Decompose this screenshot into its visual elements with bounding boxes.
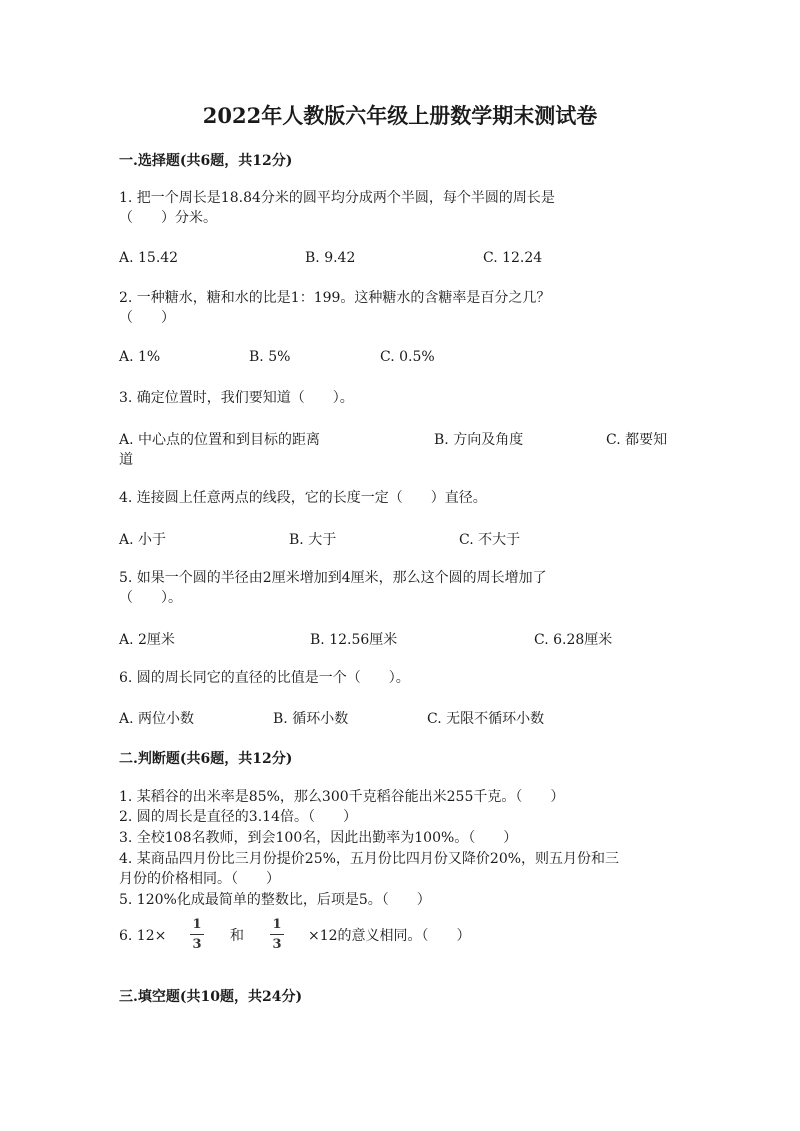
question-3-text: 3. 确定位置时，我们要知道（ ）。 <box>119 390 354 406</box>
section-heading-choice: 一.选择题(共6题，共12分) <box>119 153 293 169</box>
judge-item-1: 1. 某稻谷的出米率是85%，那么300千克稻谷能出米255千克。（ ） <box>119 789 565 805</box>
question-5-option-b: B. 12.56厘米 <box>310 632 398 648</box>
judge-item-4-cont: 月份的价格相同。（ ） <box>119 871 280 887</box>
fraction-denominator: 3 <box>192 937 202 952</box>
question-1-text-cont: （ ）分米。 <box>119 210 217 226</box>
question-6-option-b: B. 循环小数 <box>273 711 349 727</box>
question-4-option-b: B. 大于 <box>289 532 337 548</box>
question-4-option-c: C. 不大于 <box>459 532 521 548</box>
fraction-numerator: 1 <box>192 917 202 932</box>
question-2-option-c: C. 0.5% <box>380 349 435 365</box>
question-1-option-c: C. 12.24 <box>483 250 543 266</box>
question-3-option-c-wrap: 道 <box>119 452 133 468</box>
question-5-option-c: C. 6.28厘米 <box>534 632 613 648</box>
fraction-bar <box>270 934 284 935</box>
section-heading-fill: 三.填空题(共10题，共24分) <box>119 989 303 1005</box>
question-4-option-a: A. 小于 <box>119 532 167 548</box>
fraction-one-third <box>190 917 204 952</box>
question-3-option-b: B. 方向及角度 <box>434 432 524 448</box>
judge-item-4: 4. 某商品四月份比三月份提价25%，五月份比四月份又降价20%，则五月份和三 <box>119 851 620 867</box>
question-1-option-b: B. 9.42 <box>305 250 356 266</box>
fraction-one-third-second <box>270 917 284 952</box>
question-5-option-a: A. 2厘米 <box>119 632 175 648</box>
question-2-text-cont: （ ） <box>119 310 175 326</box>
question-3-option-c: C. 都要知 <box>606 432 668 448</box>
judge-item-5: 5. 120%化成最简单的整数比，后项是5。（ ） <box>119 892 431 908</box>
judge-item-2: 2. 圆的周长是直径的3.14倍。（ ） <box>119 809 357 825</box>
question-3-option-a: A. 中心点的位置和到目标的距离 <box>119 432 321 448</box>
question-5-text: 5. 如果一个圆的半径由2厘米增加到4厘米，那么这个圆的周长增加了 <box>119 570 547 586</box>
fraction-denominator: 3 <box>272 937 282 952</box>
judge-item-6-suffix: ×12的意义相同。（ ） <box>308 928 471 944</box>
question-6-option-a: A. 两位小数 <box>119 711 195 727</box>
judge-item-3: 3. 全校108名教师，到会100名，因此出勤率为100%。（ ） <box>119 830 518 846</box>
fraction-numerator: 1 <box>272 917 282 932</box>
page-title: 2022年人教版六年级上册数学期末测试卷 <box>202 103 598 128</box>
judge-item-6-prefix: 6. 12× <box>119 928 167 944</box>
question-6-text: 6. 圆的周长同它的直径的比值是一个（ ）。 <box>119 670 410 686</box>
question-4-text: 4. 连接圆上任意两点的线段，它的长度一定（ ）直径。 <box>119 490 487 506</box>
question-1-text: 1. 把一个周长是18.84分米的圆平均分成两个半圆，每个半圆的周长是 <box>119 190 555 206</box>
question-6-option-c: C. 无限不循环小数 <box>427 711 545 727</box>
judge-item-6-middle: 和 <box>230 928 244 944</box>
section-heading-judge: 二.判断题(共6题，共12分) <box>119 751 293 767</box>
question-5-text-cont: （ ）。 <box>119 590 182 606</box>
question-2-option-a: A. 1% <box>119 349 161 365</box>
question-2-option-b: B. 5% <box>249 349 291 365</box>
fraction-bar <box>190 934 204 935</box>
question-1-option-a: A. 15.42 <box>119 250 179 266</box>
question-2-text: 2. 一种糖水，糖和水的比是1：199。这种糖水的含糖率是百分之几？ <box>119 290 551 306</box>
